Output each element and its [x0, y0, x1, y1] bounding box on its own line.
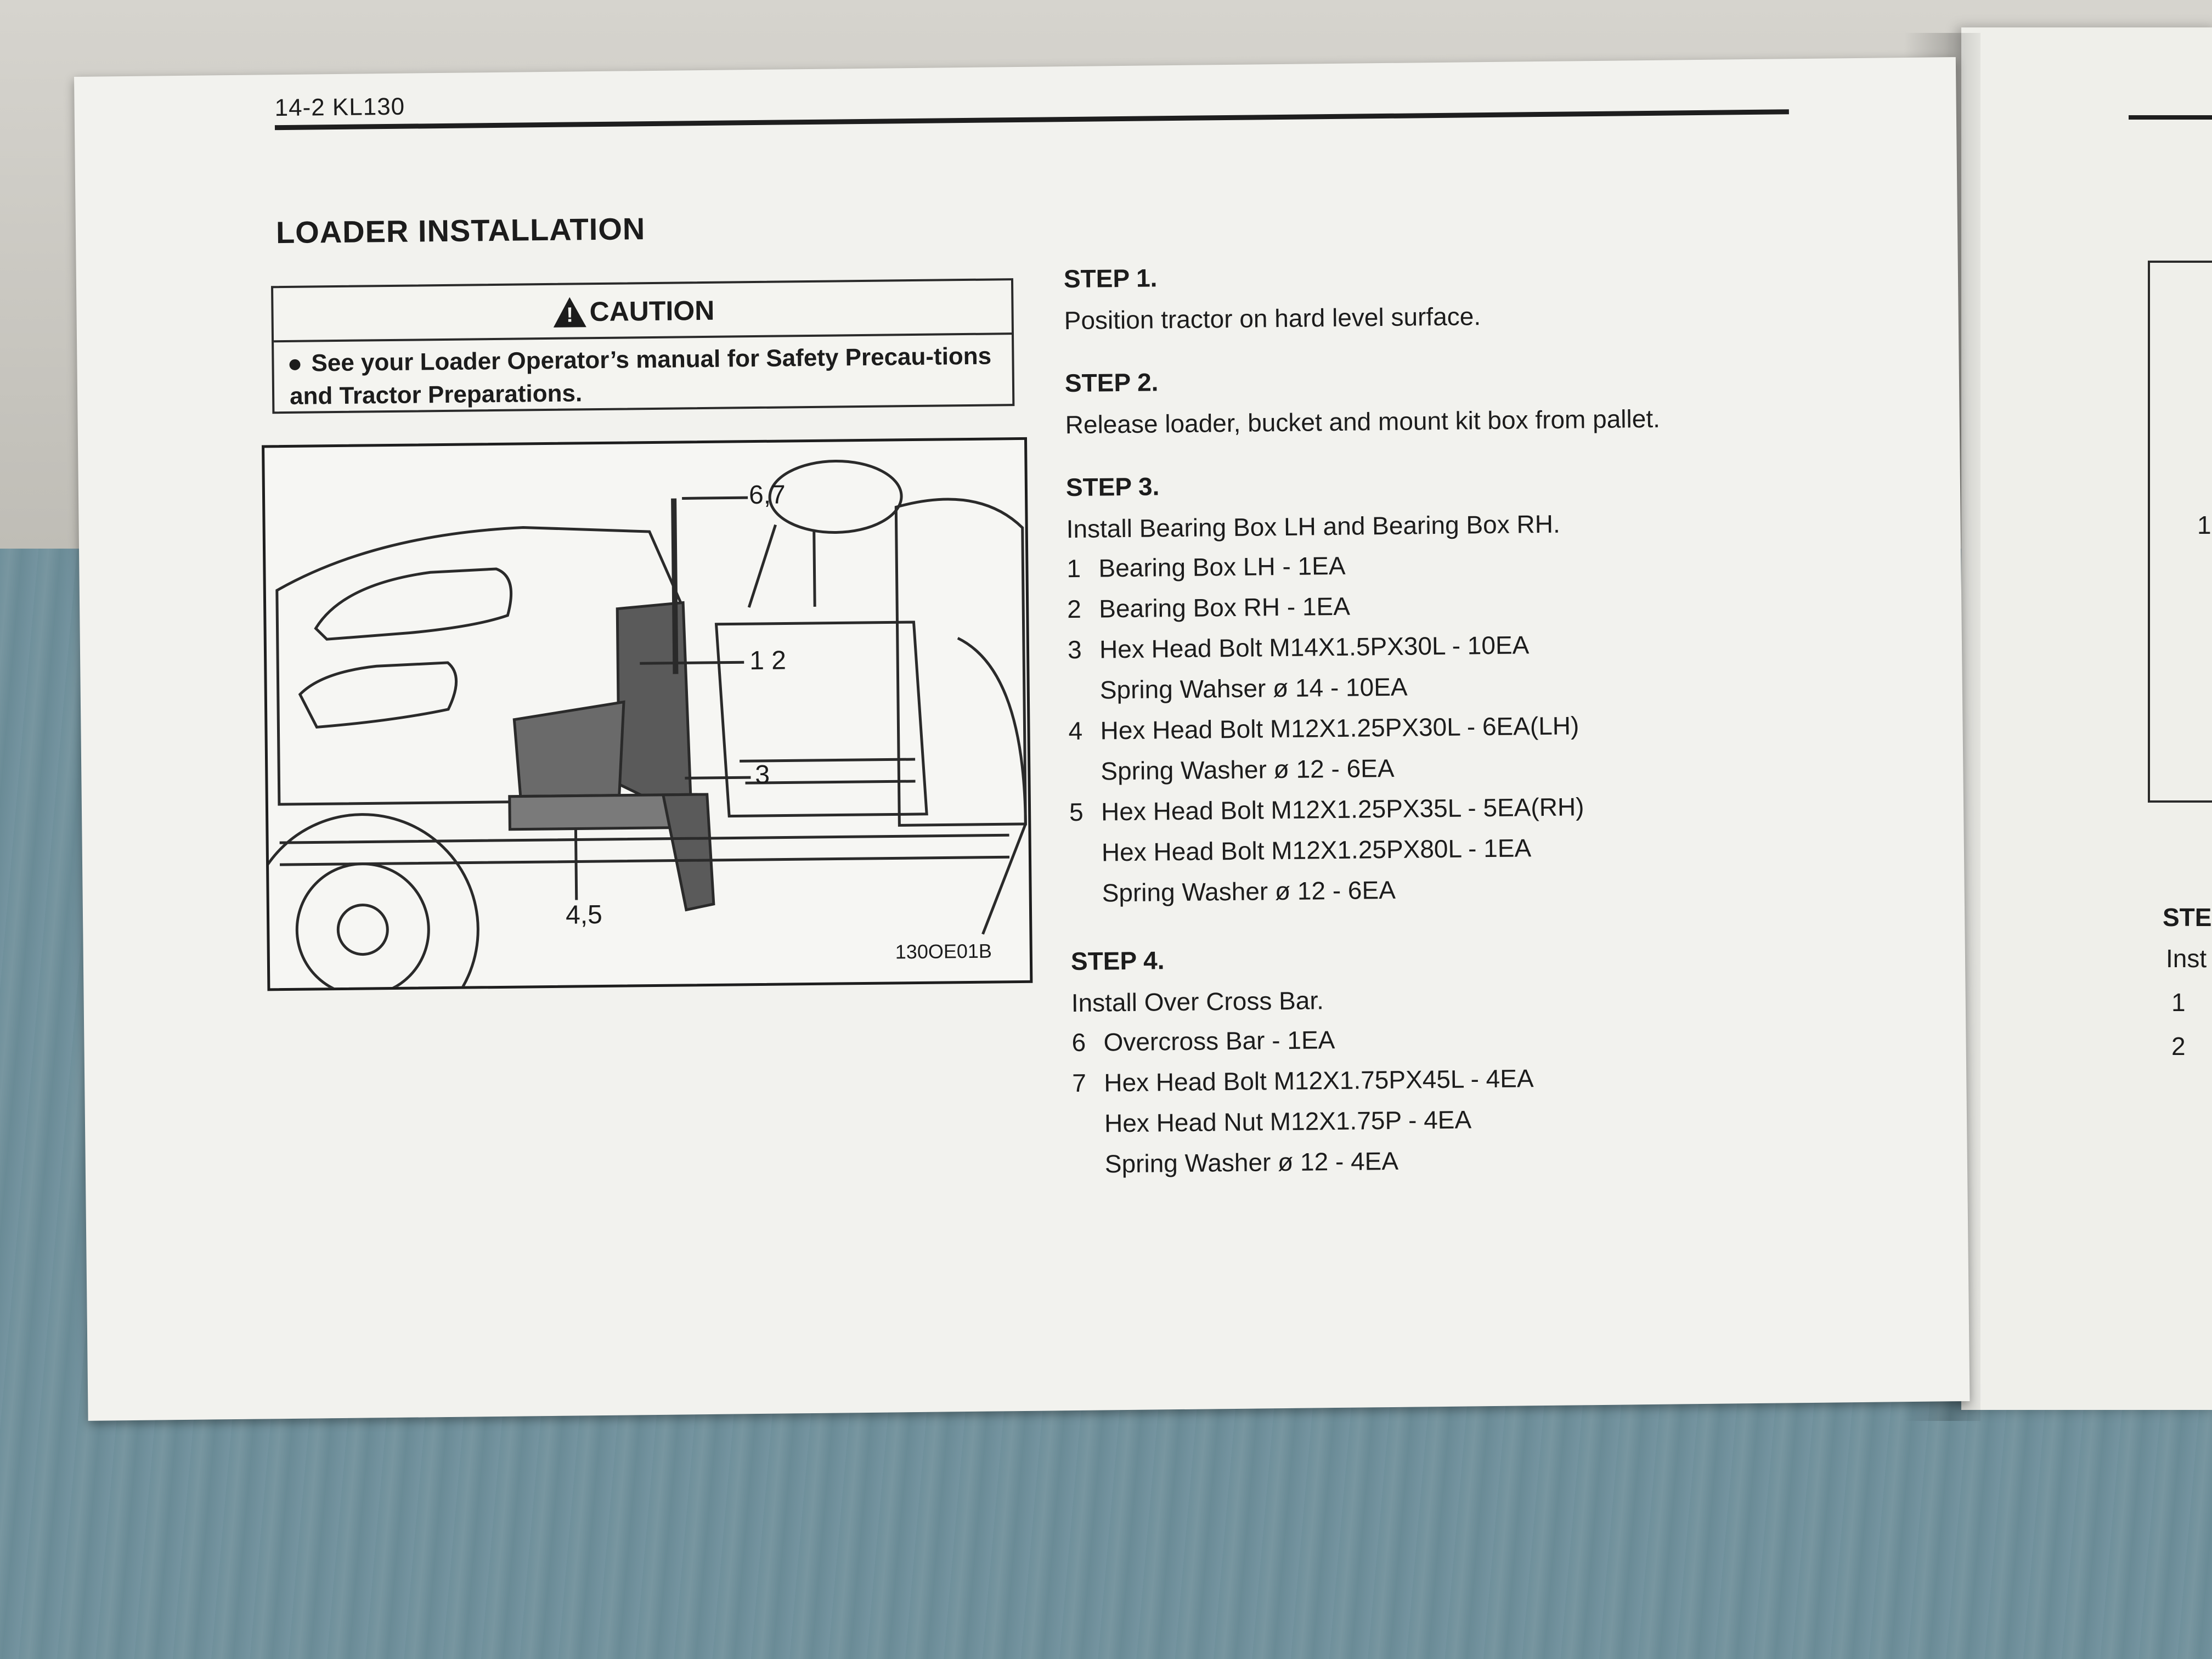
callout-3: 3 — [755, 760, 770, 790]
item-number: 6 — [1071, 1028, 1086, 1057]
frame-rails — [280, 835, 1009, 865]
item-sub-line: Spring Washer ø 12 - 4EA — [1104, 1146, 1399, 1178]
step-title: STEP 4. — [1070, 946, 1165, 976]
item-line: Hex Head Bolt M12X1.25PX30L - 6EA(LH) — [1100, 711, 1579, 745]
step-4 — [1071, 938, 1841, 1184]
bearing-box — [617, 602, 691, 806]
step-body: Install Bearing Box LH and Bearing Box RH. — [1066, 509, 1560, 544]
step-2 — [1065, 360, 1833, 439]
item-sub-line: Spring Washer ø 12 - 6EA — [1101, 753, 1395, 786]
item-sub-line: Hex Head Nut M12X1.75P - 4EA — [1104, 1105, 1472, 1138]
item-line: Hex Head Bolt M14X1.5PX30L - 10EA — [1099, 630, 1530, 664]
caution-message — [289, 340, 997, 413]
leader-line-4-5 — [575, 828, 576, 900]
manual-page — [74, 57, 1970, 1421]
page-title: LOADER INSTALLATION — [275, 211, 646, 250]
lower-bracket — [663, 794, 714, 910]
item-number: 3 — [1067, 635, 1082, 664]
right-page-header-line — [2129, 115, 2212, 120]
step-body: Install Over Cross Bar. — [1071, 986, 1324, 1018]
page-header: 14-2 KL130 — [274, 93, 405, 122]
item-number: 7 — [1072, 1068, 1087, 1098]
steps-column — [1064, 256, 1841, 1184]
figure-code: 130OE01B — [895, 939, 992, 963]
step-title: STEP 3. — [1065, 472, 1160, 502]
item-line: Overcross Bar - 1EA — [1103, 1025, 1335, 1057]
hood-vent-lower — [300, 663, 456, 727]
item-line: Bearing Box RH - 1EA — [1098, 591, 1351, 623]
item-sub-line: Hex Head Bolt M12X1.25PX80L - 1EA — [1101, 833, 1532, 867]
bullet-icon — [289, 359, 300, 370]
hood-vent-upper — [315, 569, 511, 640]
tractor-illustration — [264, 440, 1030, 988]
right-page-number: 1 — [2197, 511, 2211, 539]
header-rule — [275, 109, 1789, 130]
item-line: Bearing Box LH - 1EA — [1098, 551, 1346, 583]
item-number: 4 — [1068, 716, 1083, 746]
mount-bracket — [514, 702, 625, 797]
front-tire — [264, 813, 479, 988]
caution-text: See your Loader Operator’s manual for Safety Precau-tions and Tractor Preparations. — [289, 342, 992, 410]
item-sub-line: Spring Wahser ø 14 - 10EA — [1099, 672, 1408, 704]
caution-label: CAUTION — [589, 295, 715, 328]
right-page-body-fragment: Inst — [2166, 944, 2207, 973]
right-page-item-1: 1 — [2171, 988, 2186, 1017]
callout-6-7: 6,7 — [748, 480, 786, 510]
item-number: 2 — [1066, 594, 1082, 624]
floor-step — [716, 622, 927, 816]
leader-line-3 — [685, 777, 751, 778]
callout-1-2: 1 2 — [749, 646, 787, 676]
item-sub-line: Spring Washer ø 12 - 6EA — [1102, 875, 1396, 907]
step-body: Release loader, bucket and mount kit box from pallet. — [1065, 404, 1661, 439]
item-number: 5 — [1069, 797, 1084, 827]
front-rim — [296, 863, 430, 988]
step-title: STEP 1. — [1063, 263, 1158, 294]
leader-line-1-2 — [640, 662, 744, 663]
callout-4-5: 4,5 — [565, 900, 603, 930]
steering-wheel — [769, 460, 901, 533]
rear-tire — [958, 637, 1027, 934]
item-line: Hex Head Bolt M12X1.75PX45L - 4EA — [1104, 1064, 1534, 1097]
caution-header — [273, 280, 1012, 342]
installation-figure — [262, 437, 1032, 991]
item-line: Hex Head Bolt M12X1.25PX35L - 5EA(RH) — [1101, 792, 1584, 826]
caution-box — [271, 278, 1014, 414]
step-1 — [1064, 256, 1832, 335]
overcross-bar — [674, 499, 675, 674]
item-number: 1 — [1066, 554, 1081, 583]
step-title: STEP 2. — [1064, 368, 1159, 398]
step-3 — [1066, 464, 1838, 913]
warning-triangle-icon: ! — [553, 297, 586, 328]
right-page-item-2: 2 — [2171, 1032, 2186, 1060]
right-page-step-fragment: STE — [2163, 903, 2212, 932]
steering-column — [748, 524, 815, 607]
step-body: Position tractor on hard level surface. — [1064, 302, 1481, 335]
